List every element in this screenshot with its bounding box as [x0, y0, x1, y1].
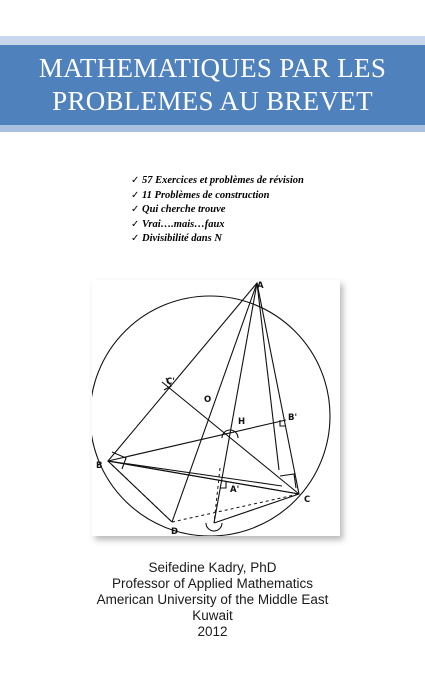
geometry-figure-svg — [92, 280, 340, 536]
title-band — [0, 45, 425, 125]
author-location: Kuwait — [192, 608, 233, 623]
altitude-b — [108, 420, 286, 461]
feature-item — [131, 174, 304, 189]
altitude-c — [162, 382, 299, 494]
check-icon: ✓ — [131, 204, 140, 215]
label-d: D — [171, 527, 179, 536]
label-a: A — [257, 281, 264, 291]
author-block — [0, 560, 425, 640]
feature-item — [131, 203, 304, 218]
feature-text: 57 Exercices et problèmes de révision — [142, 175, 304, 186]
feature-text: Qui cherche trouve — [142, 204, 226, 215]
title-line-2: PROBLEMES AU BREVET — [52, 86, 373, 116]
publication-year: 2012 — [197, 624, 228, 639]
author-name: Seifedine Kadry, PhD — [148, 560, 277, 575]
triangle-abc — [108, 283, 299, 494]
check-icon: ✓ — [131, 189, 140, 201]
check-icon: ✓ — [131, 175, 140, 186]
feature-text: Divisibilité dans N — [142, 233, 222, 244]
dashed-d-c — [172, 494, 299, 522]
label-c-prime: C' — [166, 377, 175, 387]
line-a-bottom — [172, 283, 257, 522]
segment-b-aprime — [108, 461, 282, 486]
check-icon: ✓ — [131, 218, 140, 230]
feature-item — [131, 232, 304, 247]
check-icon: ✓ — [131, 233, 140, 244]
feature-text: Vrai….mais…faux — [142, 218, 225, 230]
label-o: O — [204, 395, 212, 405]
feature-text: 11 Problèmes de construction — [142, 189, 270, 201]
feature-item — [131, 218, 304, 233]
title-line-1: MATHEMATIQUES PAR LES — [38, 53, 387, 83]
label-c: C — [304, 495, 311, 505]
title-top-rule — [0, 36, 425, 45]
angle-arc-d — [206, 523, 222, 531]
feature-item — [131, 189, 304, 204]
author-role: Professor of Applied Mathematics — [111, 576, 314, 591]
label-a-prime: A' — [230, 485, 240, 495]
feature-list — [131, 174, 304, 247]
label-b-prime: B' — [288, 413, 298, 423]
title-bottom-rule — [0, 125, 425, 132]
label-b: B — [96, 461, 103, 471]
author-institution: American University of the Middle East — [96, 592, 329, 607]
label-h: H — [238, 417, 246, 427]
geometry-figure — [92, 280, 340, 536]
